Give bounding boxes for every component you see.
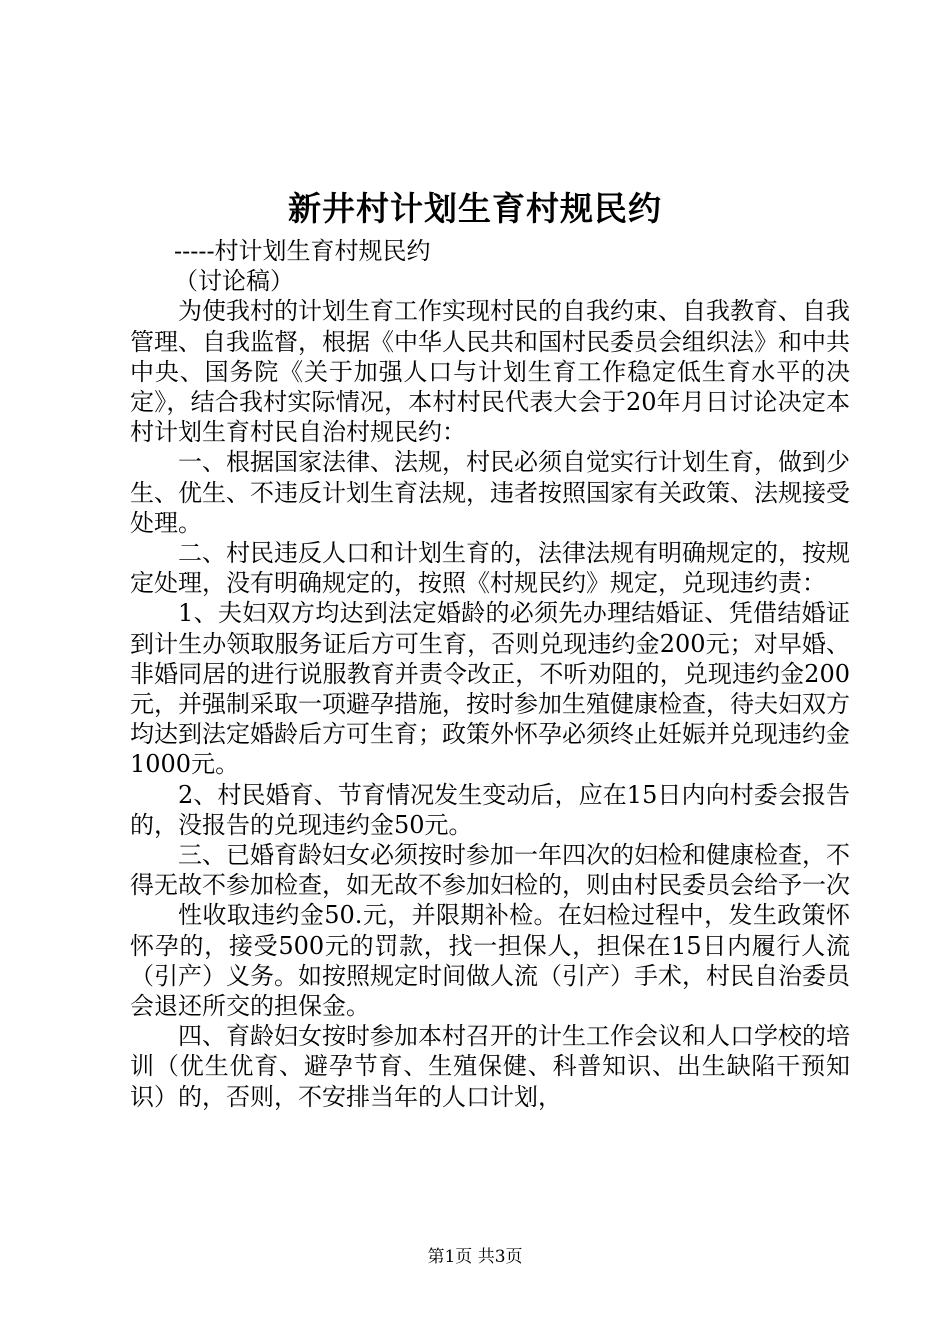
paragraph-article-4: 四、育龄妇女按时参加本村召开的计生工作会议和人口学校的培训（优生优育、避孕节育、生殖保健、科普知识、出生缺陷干预知识）的，否则，不安排当年的人口计划， [130,1022,850,1111]
page-footer: 第1页 共3页 [427,1247,523,1267]
paragraph-intro: 为使我村的计划生育工作实现村民的自我约束、自我教育、自我管理、自我监督，根据《中华人民共和国村民委员会组织法》和中共中央、国务院《关于加强人口与计划生育工作稳定低生育水平的决定》，结合我村实际情况，本村村民代表大会于20年月日讨论决定本村计划生育村民自治村规民约： [130,297,850,447]
paragraph-clause-2: 2、村民婚育、节育情况发生变动后，应在15日内向村委会报告的，没报告的兑现违约金50元。 [130,780,850,839]
paragraph-article-3-cont: 性收取违约金50.元，并限期补检。在妇检过程中，发生政策怀怀孕的，接受500元的罚款，找一担保人，担保在15日内履行人流（引产）义务。如按照规定时间做人流（引产）手术，村民自治委员会退还所交的担保金。 [130,901,850,1021]
paragraph-article-3: 三、已婚育龄妇女必须按时参加一年四次的妇检和健康检查，不得无故不参加检查，如无故不参加妇检的，则由村民委员会给予一次 [130,841,850,900]
subtitle-line: -----村计划生育村规民约 [174,237,431,265]
paragraph-article-1: 一、根据国家法律、法规，村民必须自觉实行计划生育，做到少生、优生、不违反计划生育法规，违者按照国家有关政策、法规接受处理。 [130,448,850,537]
paragraph-clause-1: 1、夫妇双方均达到法定婚龄的必须先办理结婚证、凭借结婚证到计生办领取服务证后方可生育，否则兑现违约金200元；对早婚、非婚同居的进行说服教育并责令改正，不听劝阻的，兑现违约金200元，并强制采取一项避孕措施，按时参加生殖健康检查，待夫妇双方均达到法定婚龄后方可生育；政策外怀孕必须终止妊娠并兑现违约金1000元。 [130,599,850,779]
document-body [130,236,850,1112]
draft-note: （讨论稿） [174,267,294,296]
paragraph-article-2: 二、村民违反人口和计划生育的，法律法规有明确规定的，按规定处理，没有明确规定的，按照《村规民约》规定，兑现违约责： [130,539,850,598]
document-title: 新井村计划生育村规民约 [288,189,662,228]
